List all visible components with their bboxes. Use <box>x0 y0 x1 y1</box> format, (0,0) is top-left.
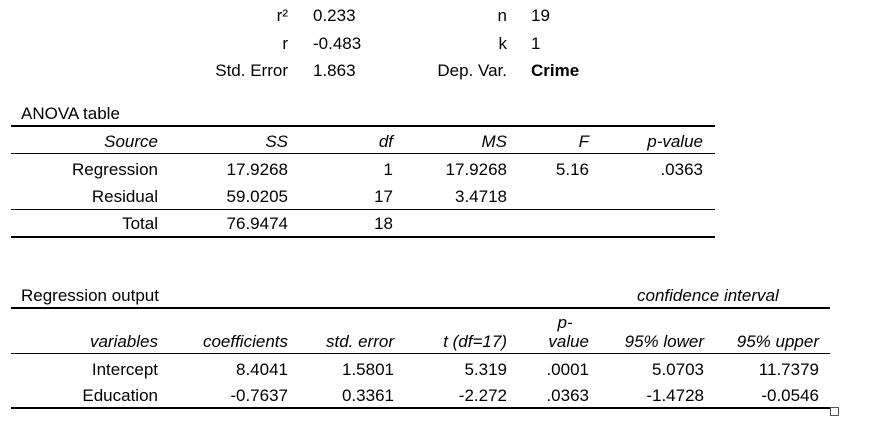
n-value: 19 <box>531 6 550 25</box>
anova-cell-ss: 17.9268 <box>226 160 288 179</box>
anova-title: ANOVA table <box>21 104 120 123</box>
anova-cell-ss: 59.0205 <box>226 187 288 206</box>
anova-header-pvalue: p-value <box>647 132 703 151</box>
reg-cell-95-upper: -0.0546 <box>761 386 819 405</box>
reg-cell-pvalue: .0001 <box>546 360 589 379</box>
anova-cell-f: 5.16 <box>555 160 589 179</box>
regression-title: Regression output <box>21 286 159 305</box>
anova-cell-ms: 3.4718 <box>455 187 507 206</box>
anova-header-f: F <box>578 132 589 151</box>
anova-cell-ms: 17.9268 <box>445 160 507 179</box>
r-squared-label: r² <box>276 6 288 25</box>
regression-header-rule <box>11 353 830 354</box>
dep-var-value: Crime <box>531 61 580 80</box>
regression-top-rule <box>11 307 830 309</box>
reg-header-t: t (df=17) <box>443 332 507 351</box>
anova-cell-df: 18 <box>374 214 393 233</box>
anova-cell-df: 17 <box>374 187 393 206</box>
reg-cell-coefficient: -0.7637 <box>230 386 288 405</box>
anova-header-ms: MS <box>481 132 507 151</box>
anova-cell-df: 1 <box>383 160 393 179</box>
anova-header-rule <box>11 153 715 154</box>
confidence-interval-label: confidence interval <box>637 286 779 305</box>
reg-header-coefficients: coefficients <box>202 332 288 351</box>
anova-header-source: Source <box>104 132 158 151</box>
reg-cell-95-upper: 11.7379 <box>758 360 819 379</box>
dep-var-label: Dep. Var. <box>437 61 507 80</box>
reg-cell-95-lower: -1.4728 <box>646 386 704 405</box>
reg-header-std-error: std. error <box>325 332 394 351</box>
table-row-label: Total <box>122 214 158 233</box>
anova-header-df: df <box>378 132 393 151</box>
reg-cell-std-error: 0.3361 <box>342 386 394 405</box>
reg-cell-95-lower: 5.0703 <box>652 360 704 379</box>
k-value: 1 <box>531 34 541 53</box>
reg-cell-std-error: 1.5801 <box>342 360 394 379</box>
std-error-value: 1.863 <box>313 61 356 80</box>
reg-cell-pvalue: .0363 <box>546 386 589 405</box>
resize-handle[interactable] <box>830 407 839 416</box>
anova-top-rule <box>11 125 715 127</box>
anova-cell-pvalue: .0363 <box>660 160 703 179</box>
table-row-label: Regression <box>72 160 158 179</box>
r-value: -0.483 <box>313 34 362 53</box>
reg-header-p-line1: p- <box>557 313 573 332</box>
anova-total-rule <box>11 209 715 210</box>
anova-bottom-rule <box>11 236 715 238</box>
reg-cell-t: -2.272 <box>458 386 507 405</box>
k-label: k <box>498 34 507 53</box>
anova-cell-ss: 76.9474 <box>226 214 288 233</box>
n-label: n <box>497 6 507 25</box>
table-row-label: Residual <box>91 187 158 206</box>
reg-cell-coefficient: 8.4041 <box>236 360 288 379</box>
reg-header-95-upper: 95% upper <box>736 332 819 351</box>
table-row-label: Intercept <box>91 360 158 379</box>
reg-header-variables: variables <box>89 332 158 351</box>
r-label: r <box>282 34 288 53</box>
table-row-label: Education <box>82 386 158 405</box>
reg-cell-t: 5.319 <box>464 360 507 379</box>
std-error-label: Std. Error <box>215 61 288 80</box>
regression-bottom-rule <box>11 407 830 409</box>
reg-header-p-line2: value <box>548 332 589 351</box>
reg-header-95-lower: 95% lower <box>624 332 704 351</box>
anova-header-ss: SS <box>265 132 288 151</box>
r-squared-value: 0.233 <box>313 6 356 25</box>
